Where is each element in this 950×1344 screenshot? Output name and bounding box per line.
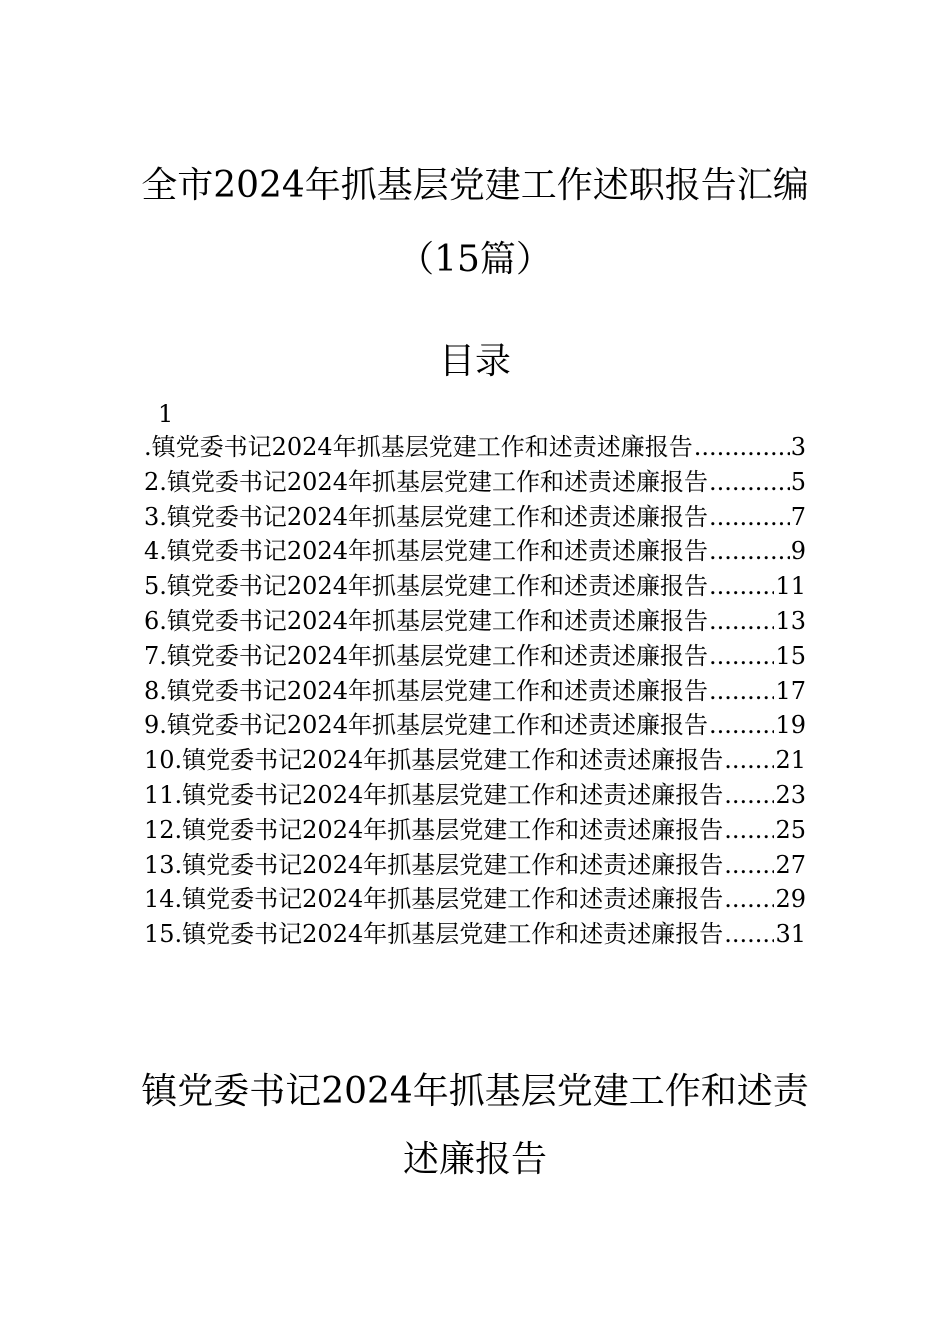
toc-entry[interactable] <box>144 674 806 709</box>
toc-lead-number: 1 <box>158 400 174 428</box>
toc-dot-leader <box>724 917 774 952</box>
toc-entry-page: 9 <box>790 537 806 566</box>
toc-entry[interactable] <box>144 465 806 500</box>
toc-entry[interactable] <box>144 917 806 952</box>
toc-entry-text: 9.镇党委书记2024年抓基层党建工作和述责述廉报告 <box>144 711 708 740</box>
toc-dot-leader <box>724 743 774 778</box>
toc-entry[interactable] <box>144 534 806 569</box>
toc-dot-leader <box>709 534 790 569</box>
toc-entry-text: 13.镇党委书记2024年抓基层党建工作和述责述廉报告 <box>144 850 724 879</box>
toc-dot-leader <box>724 848 774 883</box>
toc-dot-leader <box>724 778 774 813</box>
table-of-contents <box>144 430 806 952</box>
toc-entry-page: 21 <box>775 746 806 775</box>
toc-heading: 目录 <box>438 341 511 382</box>
toc-dot-leader <box>724 882 774 917</box>
toc-dot-leader <box>709 500 790 535</box>
toc-dot-leader <box>724 813 774 848</box>
toc-entry[interactable] <box>144 639 806 674</box>
toc-entry-page: 7 <box>790 502 806 531</box>
toc-entry[interactable] <box>144 778 806 813</box>
toc-entry-page: 13 <box>775 606 806 635</box>
section-title-continued: 述廉报告 <box>402 1139 547 1180</box>
toc-entry-text: 12.镇党委书记2024年抓基层党建工作和述责述廉报告 <box>144 815 724 844</box>
toc-entry[interactable] <box>144 604 806 639</box>
toc-entry-page: 3 <box>790 433 806 461</box>
toc-entry[interactable] <box>144 569 806 604</box>
toc-entry-text: 8.镇党委书记2024年抓基层党建工作和述责述廉报告 <box>144 676 708 705</box>
toc-entry-page: 27 <box>775 850 806 879</box>
toc-entry-page: 11 <box>775 572 806 601</box>
toc-entry-text: 11.镇党委书记2024年抓基层党建工作和述责述廉报告 <box>144 780 724 809</box>
toc-dot-leader <box>709 569 774 604</box>
toc-entry-text: 15.镇党委书记2024年抓基层党建工作和述责述廉报告 <box>144 920 724 949</box>
toc-entry-page: 23 <box>775 780 806 809</box>
document-title: 全市2024年抓基层党建工作述职报告汇编 <box>141 165 809 206</box>
toc-entry-text: .镇党委书记2024年抓基层党建工作和述责述廉报告 <box>144 433 693 461</box>
toc-dot-leader <box>694 430 790 465</box>
toc-entry[interactable] <box>144 813 806 848</box>
toc-entry-text: 7.镇党委书记2024年抓基层党建工作和述责述廉报告 <box>144 641 708 670</box>
toc-entry[interactable] <box>144 430 806 465</box>
toc-entry[interactable] <box>144 743 806 778</box>
toc-dot-leader <box>709 604 774 639</box>
toc-entry-text: 10.镇党委书记2024年抓基层党建工作和述责述廉报告 <box>144 746 724 775</box>
toc-entry-text: 3.镇党委书记2024年抓基层党建工作和述责述廉报告 <box>144 502 708 531</box>
toc-entry-page: 15 <box>775 641 806 670</box>
toc-entry-page: 17 <box>775 676 806 705</box>
toc-entry-page: 5 <box>790 467 806 496</box>
document-subtitle: （15篇） <box>398 239 552 280</box>
toc-entry-text: 4.镇党委书记2024年抓基层党建工作和述责述廉报告 <box>144 537 708 566</box>
toc-entry-page: 19 <box>775 711 806 740</box>
section-title: 镇党委书记2024年抓基层党建工作和述责 <box>141 1071 809 1112</box>
toc-entry-page: 29 <box>775 885 806 914</box>
toc-entry-page: 31 <box>775 920 806 949</box>
toc-entry-text: 14.镇党委书记2024年抓基层党建工作和述责述廉报告 <box>144 885 724 914</box>
toc-entry[interactable] <box>144 500 806 535</box>
toc-entry-text: 6.镇党委书记2024年抓基层党建工作和述责述廉报告 <box>144 606 708 635</box>
toc-entry-text: 5.镇党委书记2024年抓基层党建工作和述责述廉报告 <box>144 572 708 601</box>
toc-entry[interactable] <box>144 848 806 883</box>
toc-dot-leader <box>709 708 774 743</box>
toc-dot-leader <box>709 465 790 500</box>
toc-entry[interactable] <box>144 708 806 743</box>
toc-entry-text: 2.镇党委书记2024年抓基层党建工作和述责述廉报告 <box>144 467 708 496</box>
toc-dot-leader <box>709 674 774 709</box>
toc-dot-leader <box>709 639 774 674</box>
toc-entry-page: 25 <box>775 815 806 844</box>
toc-entry[interactable] <box>144 882 806 917</box>
